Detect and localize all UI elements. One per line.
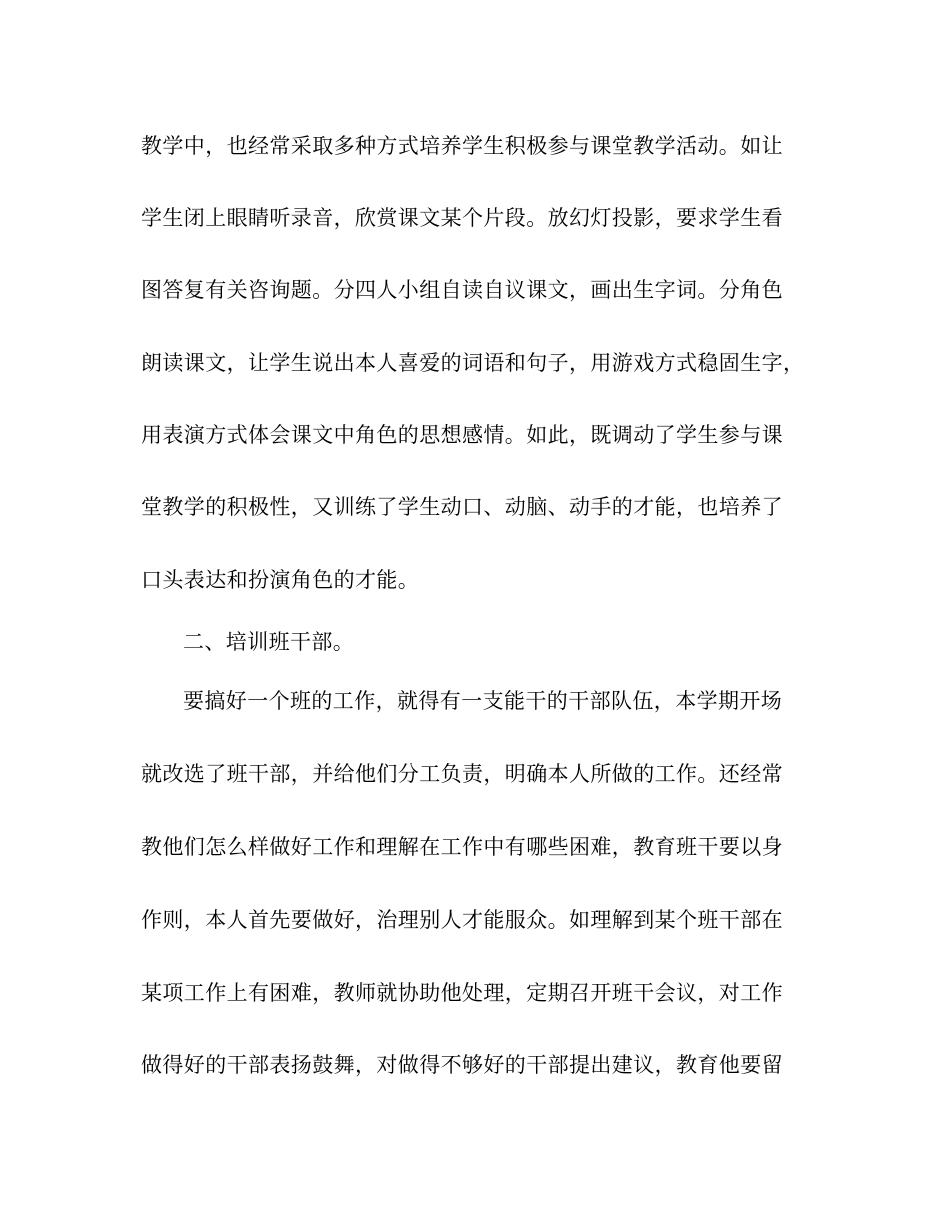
text-line: 教他们怎么样做好工作和理解在工作中有哪些困难，教育班干要以身: [141, 835, 783, 859]
text-line: 作则，本人首先要做好，治理别人才能服众。如理解到某个班干部在: [141, 908, 783, 932]
text-line: 口头表达和扮演角色的才能。: [141, 568, 420, 592]
text-line: 图答复有关咨询题。分四人小组自读自议课文，画出生字词。分角色: [141, 278, 783, 302]
text-line: 教学中，也经常采取多种方式培养学生积极参与课堂教学活动。如让: [141, 134, 783, 158]
text-line: 要搞好一个班的工作，就得有一支能干的干部队伍，本学期开场: [183, 689, 783, 713]
text-line: 就改选了班干部，并给他们分工负责，明确本人所做的工作。还经常: [141, 762, 783, 786]
text-line: 做得好的干部表扬鼓舞，对做得不够好的干部提出建议，教育他要留: [141, 1053, 783, 1077]
text-line: 朗读课文，让学生说出本人喜爱的词语和句子，用游戏方式稳固生字，: [141, 351, 805, 375]
section-heading: 二、培训班干部。: [183, 630, 355, 654]
text-line: 用表演方式体会课文中角色的思想感情。如此，既调动了学生参与课: [141, 423, 783, 447]
text-line: 堂教学的积极性，又训练了学生动口、动脑、动手的才能，也培养了: [141, 495, 783, 519]
text-line: 学生闭上眼睛听录音，欣赏课文某个片段。放幻灯投影，要求学生看: [141, 206, 783, 230]
text-line: 某项工作上有困难，教师就协助他处理，定期召开班干会议，对工作: [141, 981, 783, 1005]
